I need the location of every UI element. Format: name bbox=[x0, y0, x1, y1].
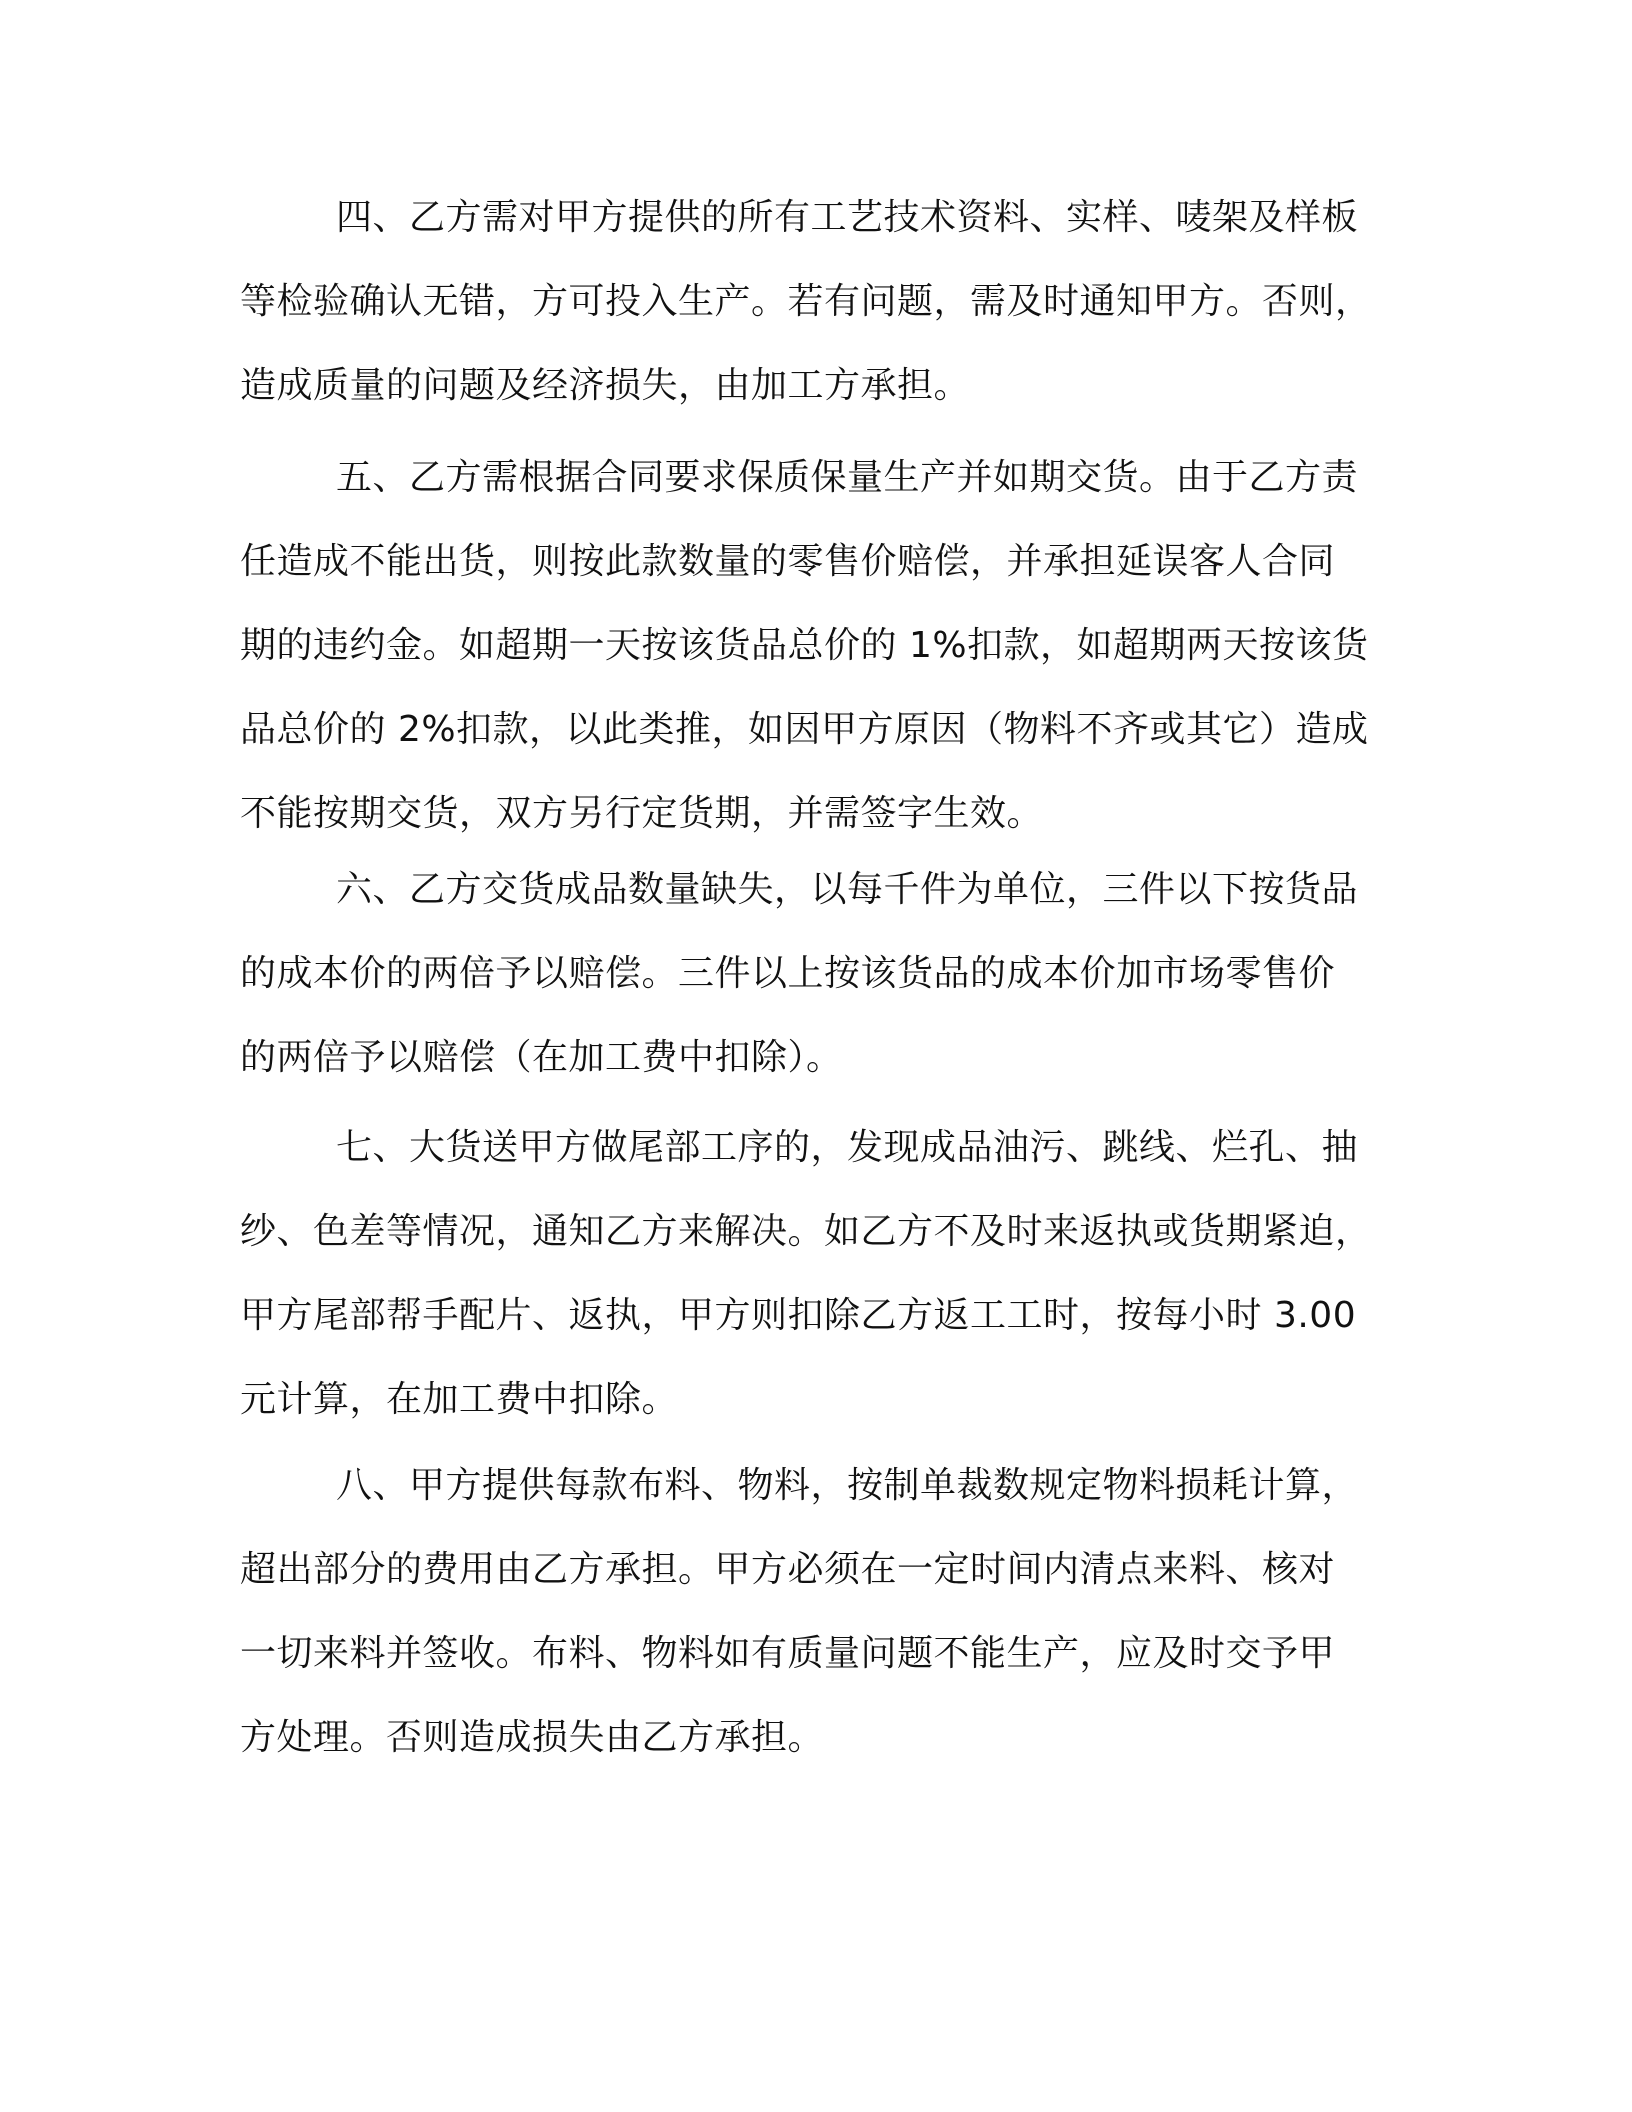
clause-4-line-2: 等检验确认无错，方可投入生产。若有问题，需及时通知甲方。否则， bbox=[240, 281, 1372, 322]
clause-5-paragraph bbox=[240, 436, 1440, 856]
clause-7-line-1: 七、大货送甲方做尾部工序的，发现成品油污、跳线、烂孔、抽 bbox=[336, 1127, 1359, 1168]
clause-6-paragraph bbox=[240, 848, 1440, 1100]
clause-7-line-3: 甲方尾部帮手配片、返执，甲方则扣除乙方返工工时，按每小时 3.00 bbox=[240, 1295, 1357, 1336]
clause-8-line-2: 超出部分的费用由乙方承担。甲方必须在一定时间内清点来料、核对 bbox=[240, 1549, 1336, 1590]
clause-7-line-2: 纱、色差等情况，通知乙方来解决。如乙方不及时来返执或货期紧迫， bbox=[240, 1211, 1372, 1252]
clause-6-line-3: 的两倍予以赔偿（在加工费中扣除）。 bbox=[240, 1037, 843, 1078]
clause-8-paragraph bbox=[240, 1444, 1440, 1780]
clause-6-line-1: 六、乙方交货成品数量缺失，以每千件为单位，三件以下按货品 bbox=[336, 869, 1359, 910]
clause-5-line-1: 五、乙方需根据合同要求保质保量生产并如期交货。由于乙方责 bbox=[336, 457, 1359, 498]
clause-4-line-1: 四、乙方需对甲方提供的所有工艺技术资料、实样、唛架及样板 bbox=[336, 197, 1359, 238]
clause-5-line-2: 任造成不能出货，则按此款数量的零售价赔偿，并承担延误客人合同 bbox=[240, 541, 1336, 582]
clause-8-line-4: 方处理。否则造成损失由乙方承担。 bbox=[240, 1717, 825, 1758]
clause-4-paragraph bbox=[240, 176, 1440, 428]
clause-7-paragraph bbox=[240, 1106, 1440, 1442]
clause-7-line-4: 元计算，在加工费中扣除。 bbox=[240, 1379, 679, 1420]
clause-8-line-1: 八、甲方提供每款布料、物料，按制单裁数规定物料损耗计算， bbox=[336, 1465, 1359, 1506]
clause-6-line-2: 的成本价的两倍予以赔偿。三件以上按该货品的成本价加市场零售价 bbox=[240, 953, 1336, 994]
clause-5-line-5: 不能按期交货，双方另行定货期，并需签字生效。 bbox=[240, 793, 1044, 834]
clause-5-line-3: 期的违约金。如超期一天按该货品总价的 1%扣款，如超期两天按该货 bbox=[240, 625, 1369, 666]
clause-5-line-4: 品总价的 2%扣款，以此类推，如因甲方原因（物料不齐或其它）造成 bbox=[240, 709, 1369, 750]
clause-8-line-3: 一切来料并签收。布料、物料如有质量问题不能生产，应及时交予甲 bbox=[240, 1633, 1336, 1674]
clause-4-line-3: 造成质量的问题及经济损失，由加工方承担。 bbox=[240, 365, 971, 406]
